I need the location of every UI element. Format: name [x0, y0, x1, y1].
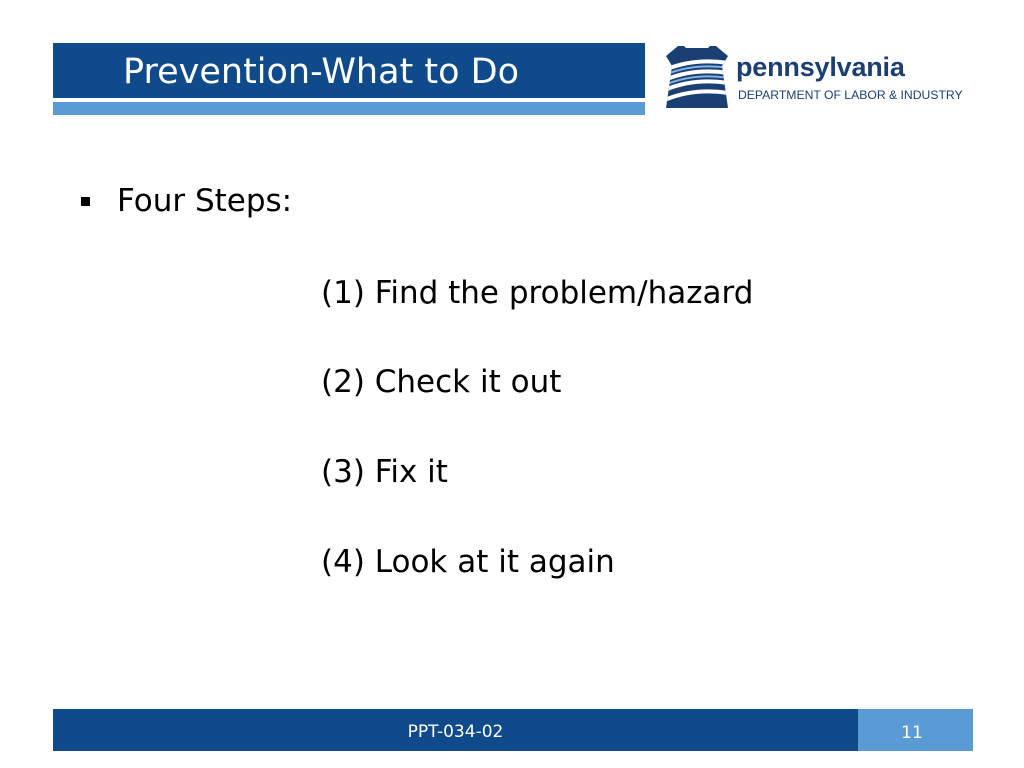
title-underline — [53, 102, 645, 115]
keystone-icon — [664, 42, 730, 110]
logo-wordmark: pennsylvania — [736, 52, 905, 82]
step-item: (2) Check it out — [321, 364, 562, 400]
page-number: 11 — [901, 723, 923, 743]
step-item: (4) Look at it again — [321, 544, 615, 580]
title-bar — [53, 43, 645, 98]
footer-code: PPT-034-02 — [407, 722, 504, 742]
step-item: (1) Find the problem/hazard — [321, 275, 754, 311]
step-item: (3) Fix it — [321, 454, 448, 490]
slide-title: Prevention-What to Do — [123, 52, 520, 92]
bullet-square-icon — [81, 197, 90, 206]
page-number-box — [858, 709, 973, 751]
bullet-text: Four Steps: — [117, 183, 293, 219]
logo-department: DEPARTMENT OF LABOR & INDUSTRY — [738, 88, 963, 102]
footer-bar — [53, 709, 858, 751]
pa-labor-industry-logo — [664, 42, 984, 114]
